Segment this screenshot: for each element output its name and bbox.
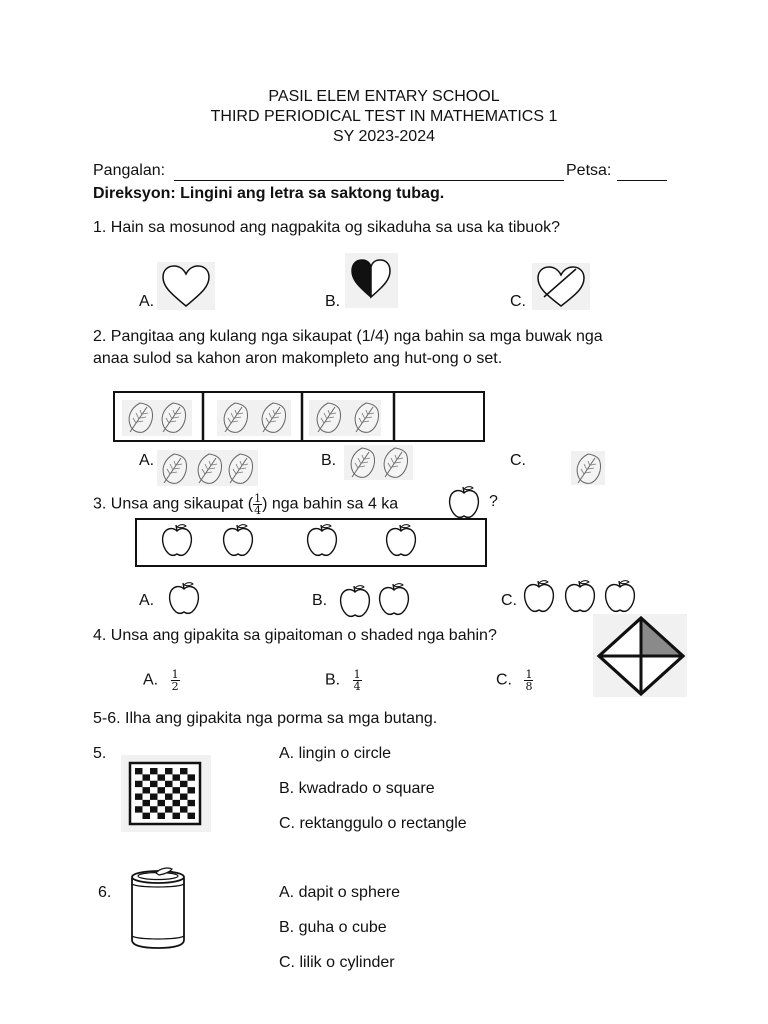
q3-choice-a[interactable]: A. [139,592,155,609]
q1-choice-a[interactable]: A. [139,293,155,310]
q6-option-b[interactable]: B. guha o cube [279,919,387,936]
q4-choice-b[interactable] [325,669,362,692]
q3-text-post: ) nga bahin sa 4 ka [262,495,399,513]
name-field[interactable] [174,180,564,181]
date-label: Petsa: [566,162,612,179]
q4-choice-b-fraction [353,669,362,692]
leaf-icon [571,451,605,485]
q6-option-c[interactable]: C. lilik o cylinder [279,954,395,971]
q4-choice-a[interactable] [143,669,180,692]
q2-line1: 2. Pangitaa ang kulang nga sikaupat (1/4) nga bahin sa mga buwak nga [93,328,603,345]
leaf-icon [344,445,413,480]
q3-text [93,493,398,516]
checkerboard-icon [121,755,211,832]
school-year: SY 2023-2024 [332,128,435,145]
soda-can-icon [126,864,190,950]
q6-number: 6. [98,884,112,901]
q3-text-pre: 3. Unsa ang sikaupat ( [93,495,254,513]
q4-choice-a-den: 2 [171,680,179,693]
q4-choice-c-num: 1 [525,668,533,681]
heart-icon [157,262,215,310]
q4-choice-a-num: 1 [171,668,179,681]
split-heart-icon [532,263,590,310]
q1-choice-c[interactable]: C. [510,293,526,310]
q5-option-c[interactable]: C. rektanggulo o rectangle [279,815,467,832]
q4-choice-c[interactable] [496,669,533,692]
apple-set-box [135,518,487,568]
q4-choice-c-fraction [524,669,533,692]
q5-option-b[interactable]: B. kwadrado o square [279,780,435,797]
apple-icon [166,578,204,618]
q3-qmark: ? [489,493,498,510]
q3-choice-b[interactable]: B. [312,592,328,609]
leaf-icon [157,450,258,486]
q2-choice-b[interactable]: B. [321,452,337,469]
name-label: Pangalan: [93,162,166,179]
q3-choice-c[interactable]: C. [501,592,517,609]
q1-choice-b[interactable]: B. [325,293,341,310]
directions: Direksyon: Lingini ang letra sa saktong tubag. [93,185,445,202]
school-name: PASIL ELEM ENTARY SCHOOL [268,88,500,105]
q4-choice-a-letter: A. [143,671,159,689]
q5-option-a[interactable]: A. lingin o circle [279,745,392,762]
q4-choice-a-fraction [171,669,180,692]
test-title: THIRD PERIODICAL TEST IN MATHEMATICS 1 [210,108,558,125]
q2-choice-c[interactable]: C. [510,452,526,469]
q6-option-a[interactable]: A. dapit o sphere [279,884,400,901]
q3-fraction [253,493,262,516]
q4-choice-b-num: 1 [353,668,361,681]
q2-choice-a[interactable]: A. [139,452,155,469]
apple-icon [446,482,482,520]
date-field[interactable] [617,180,667,181]
q4-choice-c-letter: C. [496,671,512,689]
q3-fraction-den: 4 [254,504,262,517]
q4-choice-b-den: 4 [353,680,361,693]
q56-text: 5-6. Ilha ang gipakita nga porma sa mga butang. [93,710,438,727]
q1-text: 1. Hain sa mosunod ang nagpakita og sikaduha sa usa ka tibuok? [93,219,560,236]
q4-text: 4. Unsa ang gipakita sa gipaitoman o shaded nga bahin? [93,627,497,644]
leaf-set-box [113,391,485,442]
apple-icon [520,576,638,616]
q4-choice-c-den: 8 [525,680,533,693]
q2-line2: anaa sulod sa kahon aron makompleto ang hut-ong o set. [93,350,503,367]
apple-icon [336,580,414,620]
half-shaded-heart-icon [345,253,398,308]
q3-fraction-num: 1 [254,492,262,505]
q4-choice-b-letter: B. [325,671,341,689]
shaded-diamond-icon [593,614,687,697]
q5-number: 5. [93,745,107,762]
